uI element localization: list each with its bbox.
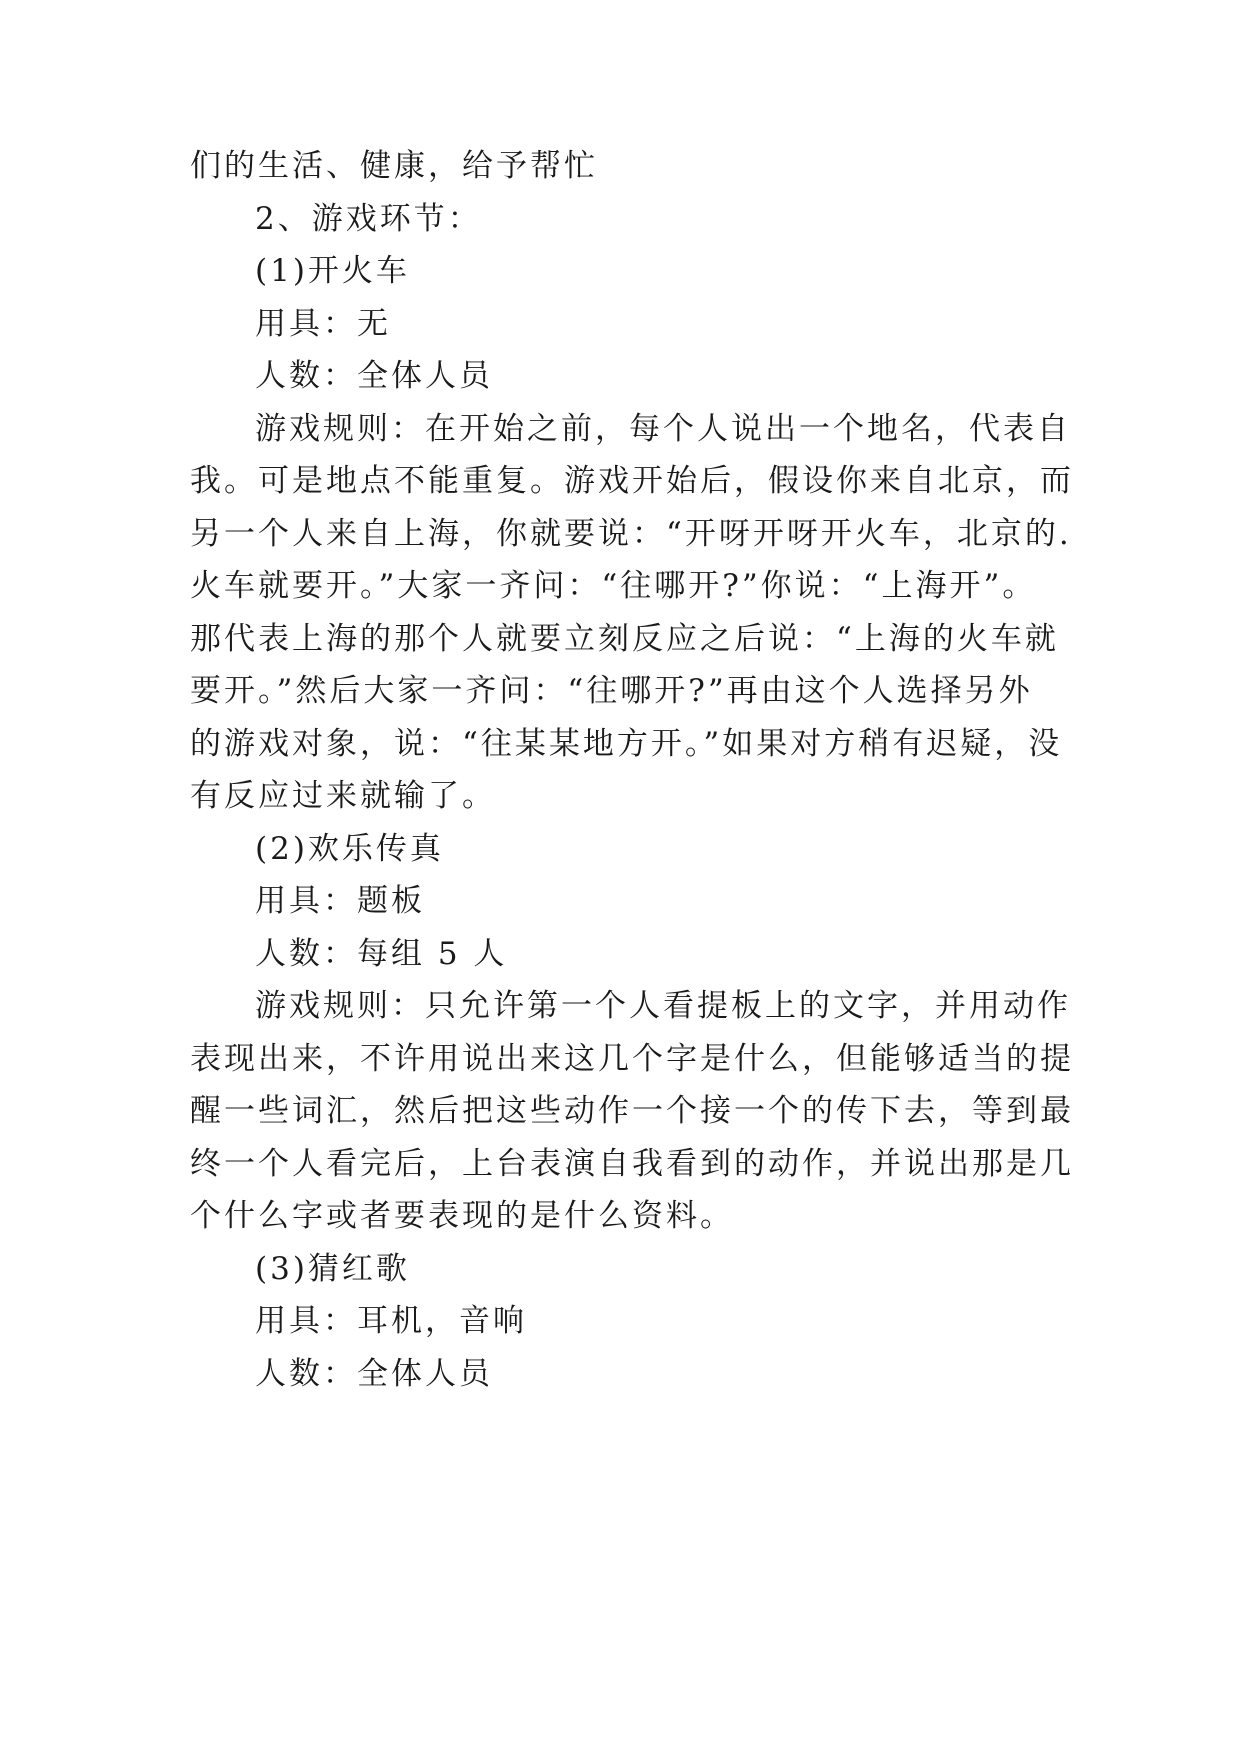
game-1-rules-line-8: 有反应过来就输了。 <box>190 778 496 814</box>
game-title-2: (2)欢乐传真 <box>255 831 444 867</box>
game-2-rules-line-3: 醒一些词汇，然后把这些动作一个接一个的传下去，等到最 <box>190 1093 1074 1129</box>
game-1-rules-line-2: 我。可是地点不能重复。游戏开始后，假设你来自北京，而 <box>190 463 1074 499</box>
game-2-rules-line-5: 个什么字或者要表现的是什么资料。 <box>190 1198 734 1234</box>
game-2-rules-line-2: 表现出来，不许用说出来这几个字是什么，但能够适当的提 <box>190 1041 1074 1077</box>
game-3-participants: 人数：全体人员 <box>255 1356 493 1392</box>
game-1-rules-line-6: 要开。”然后大家一齐问：“往哪开?”再由这个人选择另外 <box>190 673 1033 709</box>
game-2-equipment: 用具：题板 <box>255 883 425 919</box>
game-title-1: (1)开火车 <box>255 253 410 289</box>
text-line-1: 们的生活、健康，给予帮忙 <box>190 148 598 184</box>
game-1-rules-line-4: 火车就要开。”大家一齐问：“往哪开?”你说：“上海开”。 <box>190 568 1037 604</box>
game-1-rules-line-5: 那代表上海的那个人就要立刻反应之后说：“上海的火车就 <box>190 621 1059 657</box>
game-1-rules-line-7: 的游戏对象，说：“往某某地方开。”如果对方稍有迟疑，没 <box>190 726 1063 762</box>
game-1-participants: 人数：全体人员 <box>255 358 493 394</box>
section-heading-game-segment: 2、游戏环节： <box>255 201 482 237</box>
game-title-3: (3)猜红歌 <box>255 1251 410 1287</box>
game-2-participants: 人数：每组 5 人 <box>255 936 508 972</box>
game-1-rules-line-3: 另一个人来自上海，你就要说：“开呀开呀开火车，北京的. <box>190 516 1072 552</box>
game-3-equipment: 用具：耳机，音响 <box>255 1303 527 1339</box>
game-2-rules-line-4: 终一个人看完后，上台表演自我看到的动作，并说出那是几 <box>190 1146 1074 1182</box>
game-1-rules-line-1: 游戏规则：在开始之前，每个人说出一个地名，代表自 <box>255 411 1071 447</box>
game-1-equipment: 用具：无 <box>255 306 391 342</box>
game-2-rules-line-1: 游戏规则：只允许第一个人看提板上的文字，并用动作 <box>255 988 1071 1024</box>
